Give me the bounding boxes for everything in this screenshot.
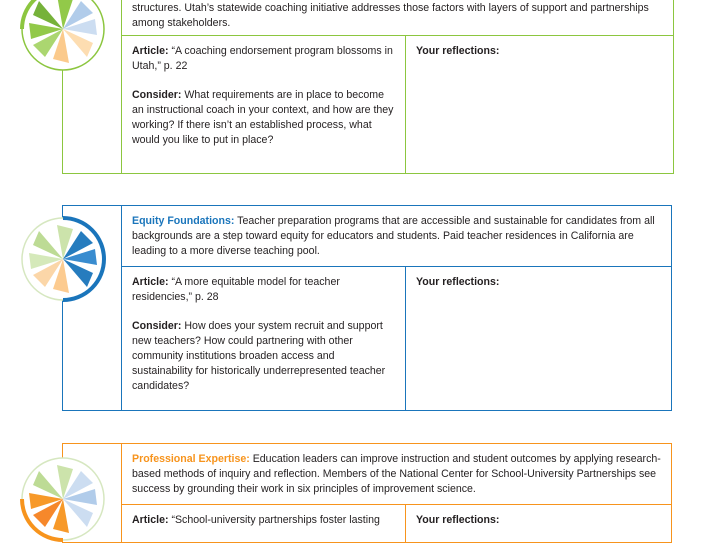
consider-text: How does your system recruit and support new teachers? How could partnering with other community institutions broaden access and sustainability for historically underrepresented teacher candidates?	[132, 320, 386, 392]
intro-text: structures. Utah’s statewide coaching initiative addresses those factors with layers of support and partnerships among stakeholders.	[132, 2, 649, 29]
standards-emblem-orange	[18, 454, 108, 544]
reflections-label: Your reflections:	[416, 276, 500, 288]
article-reference	[132, 275, 395, 305]
article-label: Article:	[132, 514, 169, 526]
reflections-cell[interactable]	[406, 505, 671, 542]
article-cell	[122, 267, 406, 410]
article-reference	[132, 44, 395, 74]
reflections-cell[interactable]	[406, 36, 673, 173]
consider-label: Consider:	[132, 320, 182, 332]
article-title: “A coaching endorsement program blossoms in Utah,” p. 22	[132, 45, 393, 72]
article-row	[121, 504, 671, 542]
section-card-equity-foundations	[62, 205, 672, 411]
section-intro	[121, 206, 671, 266]
article-label: Article:	[132, 45, 169, 57]
consider-prompt	[132, 88, 395, 148]
reflections-label: Your reflections:	[416, 514, 500, 526]
article-title: “School-university partnerships foster lasting	[171, 514, 380, 526]
section-intro	[121, 444, 671, 504]
article-title: “A more equitable model for teacher residencies,” p. 28	[132, 276, 340, 303]
consider-prompt	[132, 319, 395, 394]
reflections-label: Your reflections:	[416, 45, 500, 57]
consider-label: Consider:	[132, 89, 182, 101]
article-cell	[122, 505, 406, 542]
article-row	[121, 266, 671, 410]
standards-emblem-blue	[18, 214, 108, 304]
section-card-professional-expertise	[62, 443, 672, 543]
section-heading: Professional Expertise:	[132, 453, 250, 465]
article-row	[121, 35, 673, 173]
section-intro	[121, 0, 673, 35]
intro-text: Education leaders can improve instruction and student outcomes by applying research-based methods of inquiry and reflection. Members of the National Center for School-University Partnerships see success by grounding their work in six principles of improvement science.	[132, 453, 661, 495]
section-card-coaching	[62, 0, 674, 174]
reflections-cell[interactable]	[406, 267, 671, 410]
article-cell	[122, 36, 406, 173]
article-label: Article:	[132, 276, 169, 288]
standards-emblem-green	[18, 0, 108, 74]
section-heading: Equity Foundations:	[132, 215, 235, 227]
consider-text: What requirements are in place to become an instructional coach in your context, and how are they working? If there isn’t an established process, what would you like to put in place?	[132, 89, 394, 146]
intro-text: Teacher preparation programs that are accessible and sustainable for candidates from all backgrounds are a step toward equity for educators and students. Paid teacher residences in California are leading to a more diverse teaching pool.	[132, 215, 655, 257]
